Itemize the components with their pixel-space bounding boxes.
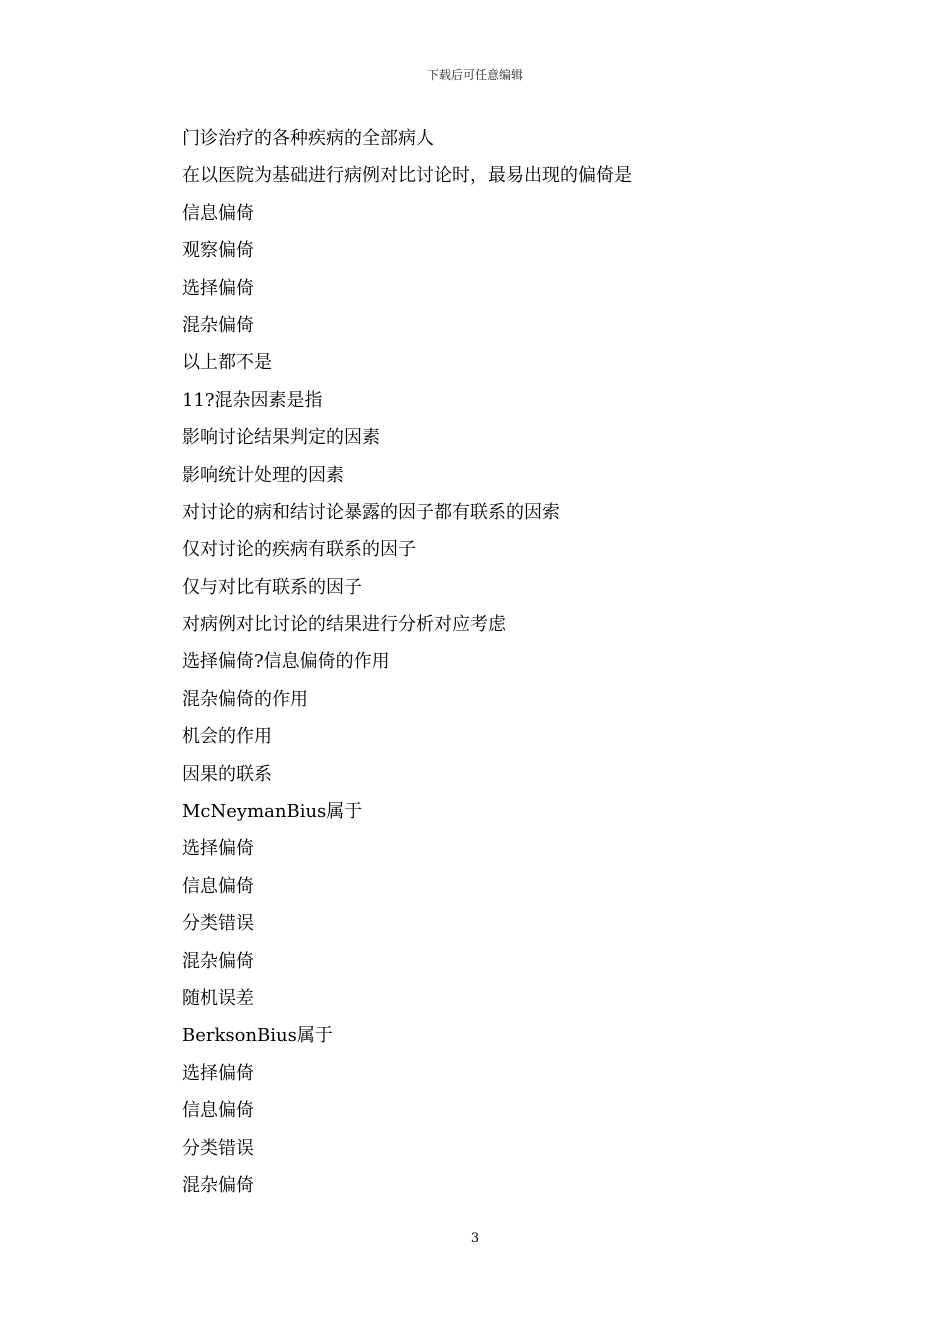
option-line: 混杂偏倚 [182, 314, 254, 336]
page-header: 下载后可任意编辑 [426, 68, 523, 82]
option-line: 分类错误 [182, 913, 254, 935]
option-line: 选择偏倚?信息偏倚的作用 [182, 651, 390, 673]
question-line: McNeymanBius属于 [182, 801, 363, 823]
option-line: 混杂偏倚 [182, 1174, 254, 1196]
option-line: 分类错误 [182, 1137, 254, 1159]
question-line: BerksonBius属于 [182, 1025, 333, 1047]
option-line: 选择偏倚 [182, 277, 254, 299]
option-line: 影响统计处理的因素 [182, 464, 344, 486]
option-line: 仅与对比有联系的因子 [182, 576, 362, 598]
option-line: 对讨论的病和结讨论暴露的因子都有联系的因索 [182, 501, 560, 523]
option-line: 信息偏倚 [182, 875, 254, 897]
option-line: 信息偏倚 [182, 1100, 254, 1122]
option-line: 随机误差 [182, 987, 254, 1009]
option-line: 影响讨论结果判定的因素 [182, 427, 380, 449]
option-line: 观察偏倚 [182, 240, 254, 262]
document-body [182, 120, 782, 1204]
question-line: 11?混杂因素是指 [182, 389, 323, 411]
option-line: 混杂偏倚 [182, 950, 254, 972]
question-line: 对病例对比讨论的结果进行分析对应考虑 [182, 614, 506, 636]
option-line: 信息偏倚 [182, 202, 254, 224]
option-line: 机会的作用 [182, 726, 272, 748]
page-number: 3 [470, 1231, 480, 1246]
option-line: 混杂偏倚的作用 [182, 688, 308, 710]
option-line: 选择偏倚 [182, 838, 254, 860]
option-line: 选择偏倚 [182, 1062, 254, 1084]
question-line: 在以医院为基础进行病例对比讨论时，最易出现的偏倚是 [182, 165, 632, 187]
option-line: 因果的联系 [182, 763, 272, 785]
option-line: 以上都不是 [182, 352, 272, 374]
option-line: 仅对讨论的疾病有联系的因子 [182, 539, 416, 561]
text-line: 门诊治疗的各种疾病的全部病人 [182, 128, 434, 149]
